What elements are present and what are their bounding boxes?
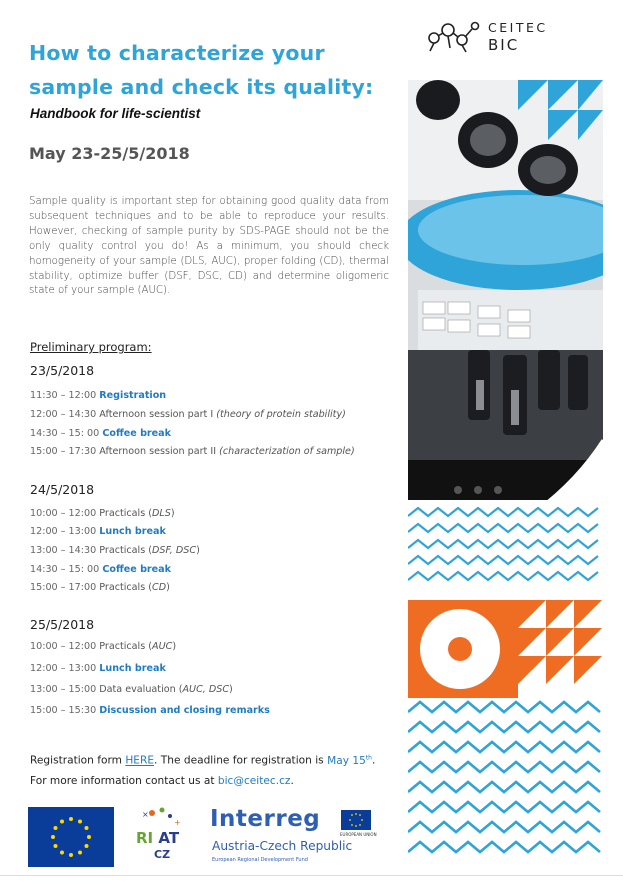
- interreg-fund: European Regional Development Fund: [212, 857, 308, 863]
- item-text: Afternoon session part II: [99, 446, 217, 457]
- svg-text:+: +: [174, 818, 181, 827]
- item-highlight: Lunch break: [99, 663, 166, 674]
- riat-ri: RI: [136, 829, 154, 847]
- orange-circle-block: [408, 600, 602, 698]
- item-highlight: Coffee break: [102, 428, 172, 439]
- logo-line-1: CEITEC: [488, 20, 548, 35]
- contact-email-link[interactable]: bic@ceitec.cz: [217, 775, 291, 787]
- item-time: 12:00 – 13:00: [30, 663, 97, 674]
- item-tail: ): [196, 545, 200, 556]
- item-highlight: Registration: [99, 390, 167, 401]
- eu-label: EUROPEAN UNION: [340, 832, 377, 837]
- program-item: [30, 564, 171, 575]
- item-note: (theory of protein stability): [216, 409, 346, 420]
- registration-prefix: Registration form: [30, 754, 126, 767]
- deadline-sup: th: [365, 754, 372, 761]
- item-time: 11:30 – 12:00: [30, 390, 97, 401]
- eu-flag-logo: [28, 807, 114, 867]
- event-dates: May 23-25/5/2018: [29, 144, 190, 163]
- program-item: [30, 663, 166, 674]
- program-item: [30, 409, 346, 420]
- program-item: [30, 545, 200, 556]
- item-time: 13:00 – 15:00: [30, 684, 97, 695]
- item-text: Practicals (: [99, 508, 153, 519]
- ceitec-logo: [420, 18, 580, 58]
- interreg-program: Austria-Czech Republic: [212, 839, 353, 853]
- item-note: DLS: [152, 508, 171, 519]
- program-item: [30, 705, 270, 716]
- item-note: AUC: [152, 641, 173, 652]
- program-item: [30, 390, 166, 401]
- item-time: 12:00 – 13:00: [30, 526, 97, 537]
- decorative-art: [408, 80, 603, 860]
- item-highlight: Discussion and closing remarks: [99, 705, 270, 716]
- item-text: Practicals (: [99, 641, 153, 652]
- zigzag-pattern: [408, 500, 603, 600]
- program-heading: Preliminary program:: [30, 340, 152, 354]
- riat-sparkle-icon: [136, 805, 186, 829]
- program-item: [30, 684, 233, 695]
- item-note: DSF, DSC: [152, 545, 197, 556]
- day-2-date: 24/5/2018: [30, 482, 95, 497]
- contact-line: [30, 775, 294, 787]
- item-note: AUC, DSC: [182, 684, 230, 695]
- registration-deadline: [327, 755, 372, 767]
- page-title: [29, 36, 409, 104]
- program-item: [30, 508, 175, 519]
- title-line-1: How to characterize your: [29, 41, 325, 65]
- registration-suffix: .: [371, 754, 376, 767]
- registration-line: [30, 754, 375, 767]
- title-line-2: sample and check its quality:: [29, 75, 374, 99]
- program-item: [30, 582, 170, 593]
- item-time: 15:00 – 17:30: [30, 446, 97, 457]
- item-text: Practicals (: [99, 582, 153, 593]
- riat-cz-logo: [136, 805, 186, 867]
- deadline-date: May 15: [327, 754, 366, 767]
- riat-line-1: [136, 829, 179, 847]
- riat-at: AT: [158, 829, 180, 847]
- registration-link[interactable]: HERE: [125, 754, 155, 767]
- item-highlight: Coffee break: [102, 564, 172, 575]
- item-time: 12:00 – 14:30: [30, 409, 97, 420]
- logo-line-2: BIC: [488, 36, 520, 54]
- item-tail: ): [166, 582, 170, 593]
- item-highlight: Lunch break: [99, 526, 166, 537]
- riat-line-2: CZ: [154, 848, 171, 861]
- item-tail: ): [172, 641, 177, 652]
- item-note: (characterization of sample): [219, 446, 355, 457]
- item-time: 15:00 – 15:30: [30, 705, 97, 716]
- svg-text:×: ×: [142, 810, 149, 819]
- program-item: [30, 428, 171, 439]
- item-text: Practicals (: [99, 545, 153, 556]
- contact-prefix: For more information contact us at: [30, 775, 218, 787]
- molecule-icon: [420, 18, 484, 58]
- item-time: 14:30 – 15: 00: [30, 564, 100, 575]
- item-tail: ): [229, 684, 233, 695]
- item-time: 10:00 – 12:00: [30, 641, 97, 652]
- item-note: CD: [152, 582, 167, 593]
- registration-middle: . The deadline for registration is: [154, 754, 328, 767]
- intro-paragraph: Sample quality is important step for obtaining good quality data from subsequent techniques and to be able to reproduce your results. However, checking of sample purity by SDS-PAGE should not be the only quality control you do! As a minimum, you should check homogeneity of your sample (DLS, AUC), proper folding (CD), thermal stability, optimize buffer (DSF, DSC, CD) and determine oligomeric state of your sample (AUC).: [29, 196, 389, 297]
- program-item: [30, 526, 166, 537]
- program-item: [30, 641, 176, 652]
- small-eu-stars-icon: [341, 810, 371, 830]
- eu-stars-icon: [28, 807, 114, 867]
- subtitle: Handbook for life-scientist: [30, 106, 201, 121]
- item-text: Data evaluation (: [99, 684, 183, 695]
- item-time: 14:30 – 15: 00: [30, 428, 100, 439]
- day-1-date: 23/5/2018: [30, 363, 95, 378]
- item-time: 15:00 – 17:00: [30, 582, 97, 593]
- item-time: 13:00 – 14:30: [30, 545, 97, 556]
- contact-suffix: .: [290, 775, 294, 787]
- bottom-zigzag: [408, 702, 600, 852]
- item-text: Afternoon session part I: [99, 409, 214, 420]
- program-item: [30, 446, 355, 457]
- bottom-divider: [0, 875, 623, 876]
- item-time: 10:00 – 12:00: [30, 508, 97, 519]
- interreg-name: Interreg: [210, 806, 321, 832]
- item-tail: ): [170, 508, 175, 519]
- day-3-date: 25/5/2018: [30, 617, 95, 632]
- small-eu-flag: [341, 810, 371, 830]
